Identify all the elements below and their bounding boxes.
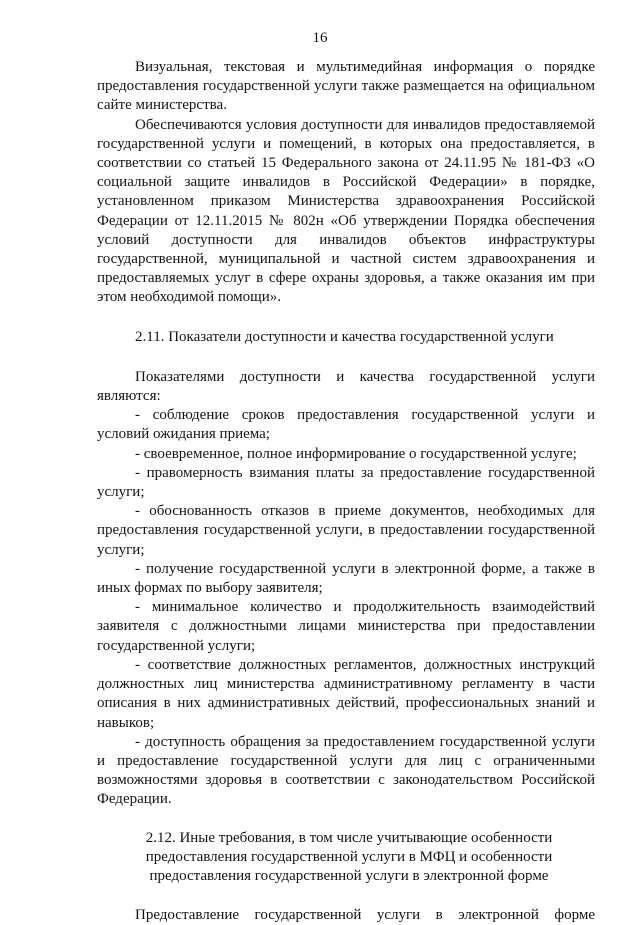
paragraph-accessibility-conditions: Обеспечиваются условия доступности для инвалидов предоставляемой государственной услуги и помещений, в которых она предоставляется, в соответствии со статьей 15 Федерального закона от 24.11.95 № 181-ФЗ «О социальной защите инвалидов в Российской Федерации» в порядке, установленном приказом Министерства здравоохранения Российской Федерации от 12.11.2015 № 802н «Об утверждении Порядка обеспечения условий доступности для инвалидов объектов инфраструктуры государственной, муниципальной и частной систем здравоохранения и предоставляемых услуг в сфере охраны здоровья, а также оказания им при этом необходимой помощи».	[97, 116, 595, 306]
indicator-item: - соответствие должностных регламентов, должностных инструкций должностных лиц министерства административному регламенту в части описания в них административных действий, профессиональных знаний и навыков;	[97, 656, 595, 731]
indicators-intro: Показателями доступности и качества государственной услуги являются:	[97, 368, 595, 405]
section-2-12-heading	[97, 829, 595, 887]
section-2-12-heading-line: предоставления государственной услуги в МФЦ и особенности	[145, 848, 553, 865]
indicator-item: - доступность обращения за предоставлением государственной услуги и предоставление государственной услуги для лиц с ограниченными возможностями здоровья в соответствии с законодательством Российской Федерации.	[97, 733, 595, 808]
paragraph-website-info: Визуальная, текстовая и мультимедийная информация о порядке предоставления государственной услуги также размещается на официальном сайте министерства.	[97, 59, 595, 114]
indicator-item: - правомерность взимания платы за предоставление государственной услуги;	[97, 464, 595, 501]
indicator-item: - своевременное, полное информирование о государственной услуге;	[135, 445, 577, 462]
section-2-12-heading-line: 2.12. Иные требования, в том числе учитывающие особенности	[145, 829, 553, 846]
section-2-11-heading: 2.11. Показатели доступности и качества государственной услуги	[135, 328, 554, 345]
indicator-item: - минимальное количество и продолжительность взаимодействий заявителя с должностными лицами министерства при предоставлении государственной услуги;	[97, 599, 595, 654]
section-2-12-heading-line: предоставления государственной услуги в электронной форме	[149, 867, 549, 884]
indicator-item: - обоснованность отказов в приеме документов, необходимых для предоставления государственной услуги, в предоставлении государственной услуги;	[97, 503, 595, 558]
paragraph-electronic-form: Предоставление государственной услуги в электронной форме	[135, 907, 595, 924]
indicator-item: - получение государственной услуги в электронной форме, а также в иных формах по выбору заявителя;	[97, 560, 595, 597]
page-number: 16	[312, 30, 328, 46]
document-body	[97, 58, 595, 925]
indicator-item: - соблюдение сроков предоставления государственной услуги и условий ожидания приема;	[97, 407, 595, 443]
